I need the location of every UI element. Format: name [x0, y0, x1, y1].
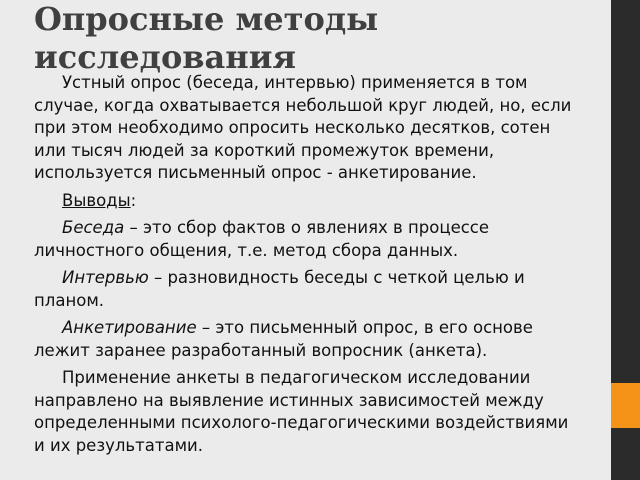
- paragraph-conversation: [34, 217, 584, 262]
- definition-questionnaire: – это письменный опрос, в его основе лежит заранее разработанный вопросник (анкета).: [34, 318, 533, 360]
- paragraph-questionnaire-application: [34, 367, 584, 457]
- paragraph-interview: [34, 267, 584, 312]
- paragraph-text: Применение анкеты в педагогическом исследовании направлено на выявление истинных зависимостей между определенными психолого-педагогическими воздействиями и их результатами.: [34, 368, 569, 455]
- slide-title: Опросные методы исследования: [34, 0, 379, 76]
- definition-conversation: – это сбор фактов о явлениях в процессе личностного общения, т.е. метод сбора данных.: [34, 218, 490, 260]
- term-interview: Интервью: [62, 268, 149, 287]
- term-questionnaire: Анкетирование: [62, 318, 197, 337]
- definition-interview: – разновидность беседы с четкой целью и планом.: [34, 268, 525, 310]
- paragraph-questionnaire: [34, 317, 584, 362]
- paragraph-text: Устный опрос (беседа, интервью) применяется в том случае, когда охватывается небольшой круг людей, но, если при этом необходимо опросить несколько десятков, сотен или тысяч людей за короткий промежуток времени, используется письменный опрос - анкетирование.: [34, 73, 572, 182]
- paragraph-conclusions: [34, 190, 584, 213]
- slide-body: [34, 72, 584, 462]
- term-conversation: Беседа: [62, 218, 125, 237]
- paragraph-oral-survey: [34, 72, 584, 185]
- conclusions-heading: Выводы: [62, 190, 131, 210]
- accent-block: [611, 383, 640, 428]
- conclusions-colon: :: [130, 190, 137, 210]
